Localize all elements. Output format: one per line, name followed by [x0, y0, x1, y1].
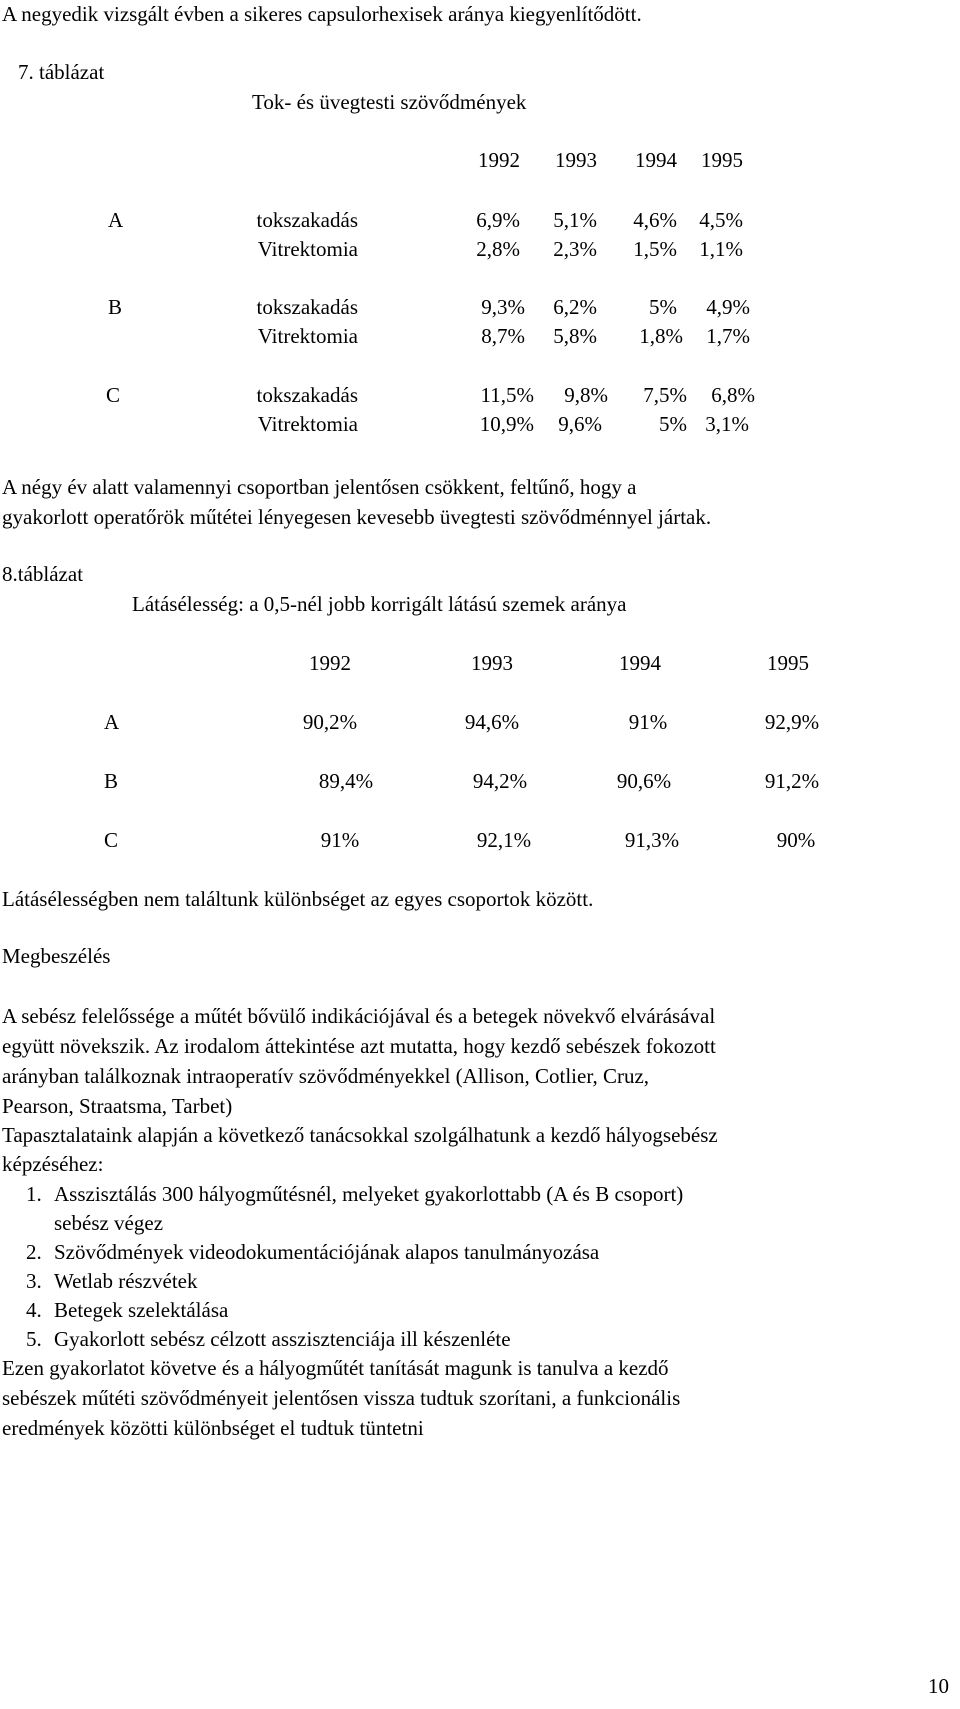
- paragraph-line: Ezen gyakorlatot követve és a hályogműtét tanítását magunk is tanulva a kezdő: [2, 1356, 669, 1380]
- table7-cell: 9,3%: [481, 295, 525, 319]
- table8-cell: 94,6%: [464, 710, 520, 734]
- paragraph-line: A négy év alatt valamennyi csoportban jelentősen csökkent, feltűnő, hogy a: [2, 475, 637, 499]
- table8-cell: 94,2%: [472, 769, 528, 793]
- table7-cell: 2,3%: [553, 237, 597, 261]
- table7-cell: 1,1%: [699, 237, 743, 261]
- table7-cell: 9,8%: [564, 383, 608, 407]
- table7-cell: 1,5%: [633, 237, 677, 261]
- table8-cell: 90,6%: [616, 769, 672, 793]
- table8-year: 1992: [309, 651, 351, 675]
- list-item-number: 3.: [26, 1269, 42, 1293]
- paragraph-line: Pearson, Straatsma, Tarbet): [2, 1094, 233, 1118]
- table7-cell: 6,2%: [553, 295, 597, 319]
- table8-year: 1994: [619, 651, 661, 675]
- table8-row-label: A: [104, 710, 120, 734]
- table7-row-label: Vitrektomia: [257, 324, 358, 348]
- table7-cell: 6,9%: [476, 208, 520, 232]
- table7-cell: 10,9%: [479, 412, 534, 436]
- paragraph-line: A sebész felelőssége a műtét bővülő indikációjával és a betegek növekvő elvárásával: [2, 1004, 716, 1028]
- list-item-number: 1.: [26, 1182, 42, 1206]
- list-item: Betegek szelektálása: [54, 1298, 229, 1322]
- list-item: Szövődmények videodokumentációjának alapos tanulmányozása: [54, 1240, 600, 1264]
- table8-label: 8.táblázat: [2, 562, 84, 586]
- table7-year: 1993: [555, 148, 597, 172]
- table7-year: 1995: [701, 148, 743, 172]
- section-heading: Megbeszélés: [2, 944, 111, 968]
- table7-cell: 4,9%: [706, 295, 750, 319]
- table7-row-label: Vitrektomia: [257, 412, 358, 436]
- table7-row-label: tokszakadás: [256, 383, 358, 407]
- table7-year: 1992: [478, 148, 520, 172]
- table7-row-label: Vitrektomia: [257, 237, 358, 261]
- list-item: Gyakorlott sebész célzott asszisztenciája ill készenléte: [54, 1327, 511, 1351]
- table7-cell: 11,5%: [480, 383, 534, 407]
- table7-group-label: C: [106, 383, 121, 407]
- table8-cell: 92,9%: [764, 710, 820, 734]
- table7-group-label: A: [108, 208, 124, 232]
- table7-cell: 1,7%: [706, 324, 750, 348]
- list-item-number: 5.: [26, 1327, 42, 1351]
- table8-cell: 90,2%: [302, 710, 358, 734]
- list-item-continuation: sebész végez: [54, 1211, 164, 1235]
- table7-row-label: tokszakadás: [256, 295, 358, 319]
- table7-title: Tok- és üvegtesti szövődmények: [252, 90, 527, 114]
- table7-cell: 7,5%: [643, 383, 687, 407]
- table8-row-label: C: [104, 828, 119, 852]
- table7-cell: 4,5%: [699, 208, 743, 232]
- table7-cell: 5,8%: [553, 324, 597, 348]
- list-item-number: 4.: [26, 1298, 42, 1322]
- list-item: Wetlab részvétek: [54, 1269, 198, 1293]
- table8-cell: 92,1%: [476, 828, 532, 852]
- table7-cell: 1,8%: [639, 324, 683, 348]
- list-item: Asszisztálás 300 hályogműtésnél, melyeket gyakorlottabb (A és B csoport): [54, 1182, 684, 1206]
- table7-group-label: B: [108, 295, 123, 319]
- paragraph-line: gyakorlott operatőrök műtétei lényegesen kevesebb üvegtesti szövődménnyel jártak.: [2, 505, 712, 529]
- page-number: 10: [928, 1674, 949, 1698]
- paragraph-line: arányban találkoznak intraoperatív szövődményekkel (Allison, Cotlier, Cruz,: [2, 1064, 650, 1088]
- table7-year: 1994: [635, 148, 677, 172]
- table8-row-label: B: [104, 769, 119, 793]
- table7-cell: 5%: [649, 295, 677, 319]
- intro-line: A negyedik vizsgált évben a sikeres capsulorhexisek aránya kiegyenlítődött.: [2, 2, 642, 26]
- table8-year: 1993: [471, 651, 513, 675]
- table8-cell: 91,2%: [764, 769, 820, 793]
- table8-cell: 91,3%: [624, 828, 680, 852]
- table7-cell: 6,8%: [711, 383, 755, 407]
- table7-label: 7. táblázat: [18, 60, 105, 84]
- paragraph-line: képzéséhez:: [2, 1152, 104, 1176]
- paragraph-line: eredmények közötti különbséget el tudtuk tüntetni: [2, 1416, 424, 1440]
- table8-year: 1995: [767, 651, 809, 675]
- table7-cell: 3,1%: [705, 412, 749, 436]
- table7-cell: 8,7%: [481, 324, 525, 348]
- table7-cell: 9,6%: [558, 412, 602, 436]
- table7-row-label: tokszakadás: [256, 208, 358, 232]
- table7-cell: 2,8%: [476, 237, 520, 261]
- table8-cell: 89,4%: [318, 769, 374, 793]
- list-item-number: 2.: [26, 1240, 42, 1264]
- paragraph-line: sebészek műtéti szövődményeit jelentősen vissza tudtuk szorítani, a funkcionális: [2, 1386, 681, 1410]
- table7-cell: 4,6%: [633, 208, 677, 232]
- table7-cell: 5,1%: [553, 208, 597, 232]
- paragraph-line: Látásélességben nem találtunk különbséget az egyes csoportok között.: [2, 887, 594, 911]
- table7-cell: 5%: [659, 412, 687, 436]
- table8-title: Látásélesség: a 0,5-nél jobb korrigált látású szemek aránya: [132, 592, 627, 616]
- table8-cell: 91%: [628, 710, 668, 734]
- paragraph-line: együtt növekszik. Az irodalom áttekintése azt mutatta, hogy kezdő sebészek fokozott: [2, 1034, 716, 1058]
- table8-cell: 90%: [776, 828, 816, 852]
- table8-cell: 91%: [320, 828, 360, 852]
- paragraph-line: Tapasztalataink alapján a következő tanácsokkal szolgálhatunk a kezdő hályogsebész: [2, 1123, 718, 1147]
